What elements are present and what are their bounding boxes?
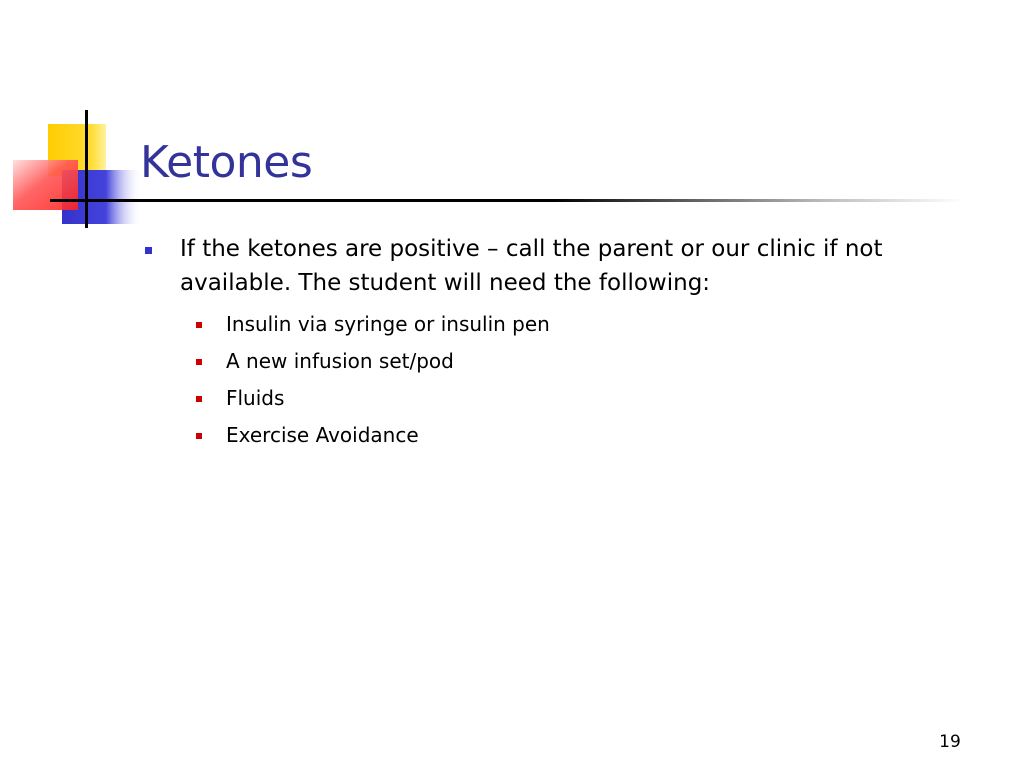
logo-red-square — [13, 160, 78, 210]
sub-bullet-list — [180, 306, 980, 454]
color-squares-logo-icon — [0, 0, 160, 240]
page-number: 19 — [939, 732, 961, 752]
list-item — [180, 417, 980, 454]
sub-bullet-text: Fluids — [226, 386, 285, 410]
square-bullet-icon — [196, 396, 202, 402]
list-item — [180, 343, 980, 380]
list-item — [180, 380, 980, 417]
sub-bullet-text: Insulin via syringe or insulin pen — [226, 312, 550, 336]
list-item — [180, 306, 980, 343]
bullet-text: If the ketones are positive – call the parent or our clinic if not available. The student will need the following: — [180, 236, 883, 296]
slide-title: Ketones — [140, 137, 313, 188]
square-bullet-icon — [145, 247, 152, 254]
square-bullet-icon — [196, 433, 202, 439]
title-divider — [50, 199, 965, 202]
square-bullet-icon — [196, 359, 202, 365]
logo-vertical-line — [85, 110, 88, 228]
sub-bullet-text: Exercise Avoidance — [226, 423, 419, 447]
bullet-list — [140, 232, 980, 454]
square-bullet-icon — [196, 322, 202, 328]
list-item — [140, 232, 980, 454]
sub-bullet-text: A new infusion set/pod — [226, 349, 454, 373]
